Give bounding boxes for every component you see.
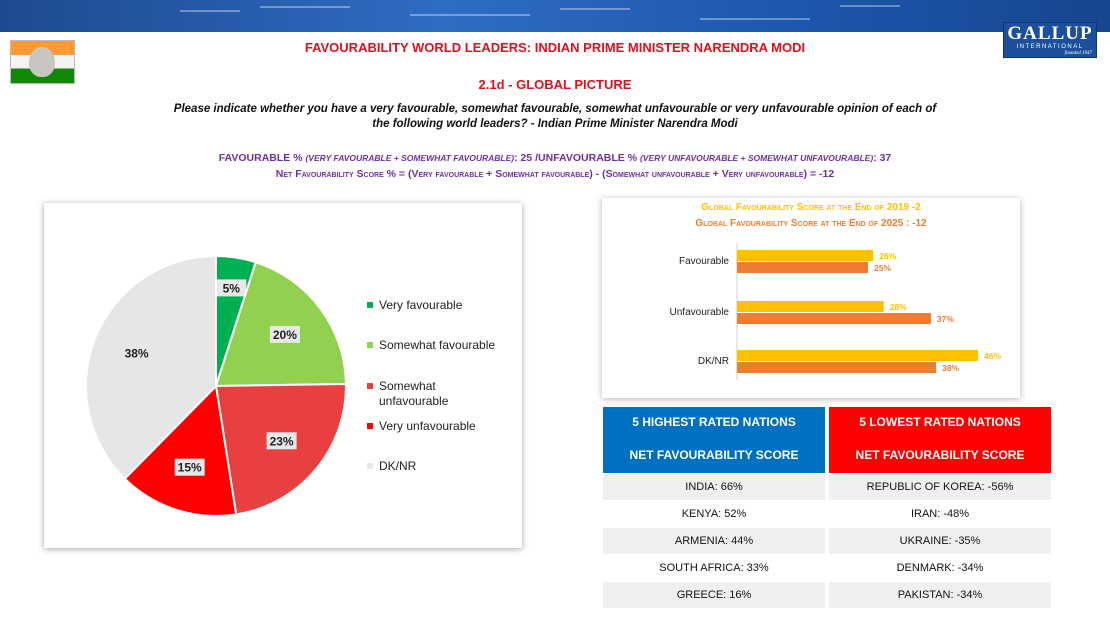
legend-swatch xyxy=(367,302,373,308)
bar-unfavourable-series-0 xyxy=(737,301,884,312)
table-row: REPUBLIC OF KOREA: -56% xyxy=(829,474,1051,500)
lowest-title: 5 LOWEST RATED NATIONS xyxy=(829,407,1051,437)
table-row: INDIA: 66% xyxy=(603,474,825,500)
bar-data-label: 25% xyxy=(874,263,892,273)
bar-dk-nr-series-1 xyxy=(737,362,936,373)
page-subtitle: 2.1d - GLOBAL PICTURE xyxy=(478,77,632,92)
gallup-logo: GALLUP INTERNATIONAL founded 1947 xyxy=(1003,22,1097,58)
legend-label: DK/NR xyxy=(379,459,417,473)
page-title: FAVOURABILITY WORLD LEADERS: INDIAN PRIME MINISTER NARENDRA MODI xyxy=(304,40,806,55)
bar-category-label: Favourable xyxy=(678,256,729,267)
table-row: ARMENIA: 44% xyxy=(603,528,825,554)
pie-chart xyxy=(44,203,522,548)
bar-dk-nr-series-0 xyxy=(737,350,978,361)
bar-title-2025: Global Favourability Score at the End of 2025 : -12 xyxy=(695,218,927,229)
unfav-value: : 37 xyxy=(873,152,892,164)
pie-data-label: 20% xyxy=(272,327,297,342)
bar-chart-panel xyxy=(602,198,1020,398)
question-line-2: the following world leaders? - Indian Prime Minister Narendra Modi xyxy=(372,118,738,130)
pie-data-label: 38% xyxy=(124,346,149,361)
table-row: DENMARK: -34% xyxy=(829,555,1051,581)
fav-label: FAVOURABLE % xyxy=(218,152,303,164)
fav-definition: (VERY FAVOURABLE + SOMEWHAT FAVOURABLE) xyxy=(305,153,515,163)
table-row: IRAN: -48% xyxy=(829,501,1051,527)
legend-label: Somewhat favourable xyxy=(379,338,496,352)
pie-data-label: 23% xyxy=(269,434,294,449)
legend-label: Very favourable xyxy=(379,298,463,312)
legend-label: Somewhat unfavourable xyxy=(379,379,449,408)
highest-subtitle: NET FAVOURABILITY SCORE xyxy=(603,437,825,473)
lowest-nations-table xyxy=(829,407,1051,608)
legend-swatch xyxy=(367,342,373,348)
legend-swatch xyxy=(367,423,373,429)
bar-favourable-series-1 xyxy=(737,262,868,273)
bar-data-label: 46% xyxy=(984,351,1002,361)
favourable-summary xyxy=(0,152,1110,164)
pie-data-label: 5% xyxy=(222,281,240,296)
bar-data-label: 37% xyxy=(936,314,954,324)
table-row: GREECE: 16% xyxy=(603,582,825,608)
bar-data-label: 26% xyxy=(879,251,897,261)
survey-question xyxy=(140,102,970,132)
pie-data-label: 15% xyxy=(177,460,202,475)
question-line-1: Please indicate whether you have a very favourable, somewhat favourable, somewhat unfavourable or very unfavourable opinion of each of xyxy=(173,103,937,115)
top-banner xyxy=(0,0,1110,32)
bar-data-label: 28% xyxy=(889,302,907,312)
highest-title: 5 HIGHEST RATED NATIONS xyxy=(603,407,825,437)
lowest-subtitle: NET FAVOURABILITY SCORE xyxy=(829,437,1051,473)
legend-swatch xyxy=(367,383,373,389)
table-row: SOUTH AFRICA: 33% xyxy=(603,555,825,581)
table-row: UKRAINE: -35% xyxy=(829,528,1051,554)
unfav-definition: (VERY UNFAVOURABLE + SOMEWHAT UNFAVOURABLE) xyxy=(639,153,874,163)
net-score-line: Net Favourability Score % = (Very favourable + Somewhat favourable) - (Somewhat unfavourable + Very unfavourable) = -12 xyxy=(275,168,835,180)
bar-title-2019: Global Favourability Score at the End of 2019 -2 xyxy=(701,202,921,213)
bar-unfavourable-series-1 xyxy=(737,313,931,324)
table-row: KENYA: 52% xyxy=(603,501,825,527)
bar-category-label: DK/NR xyxy=(697,356,729,367)
unfav-label: : 25 /UNFAVOURABLE % xyxy=(514,152,638,164)
highest-nations-table xyxy=(603,407,825,608)
pie-chart-panel xyxy=(44,203,522,548)
legend-swatch xyxy=(367,463,373,469)
table-row: PAKISTAN: -34% xyxy=(829,582,1051,608)
bar-category-label: Unfavourable xyxy=(669,307,729,318)
bar-favourable-series-0 xyxy=(737,250,873,261)
bar-chart xyxy=(602,198,1020,398)
bar-data-label: 38% xyxy=(942,363,960,373)
legend-label: Very unfavourable xyxy=(379,419,476,433)
